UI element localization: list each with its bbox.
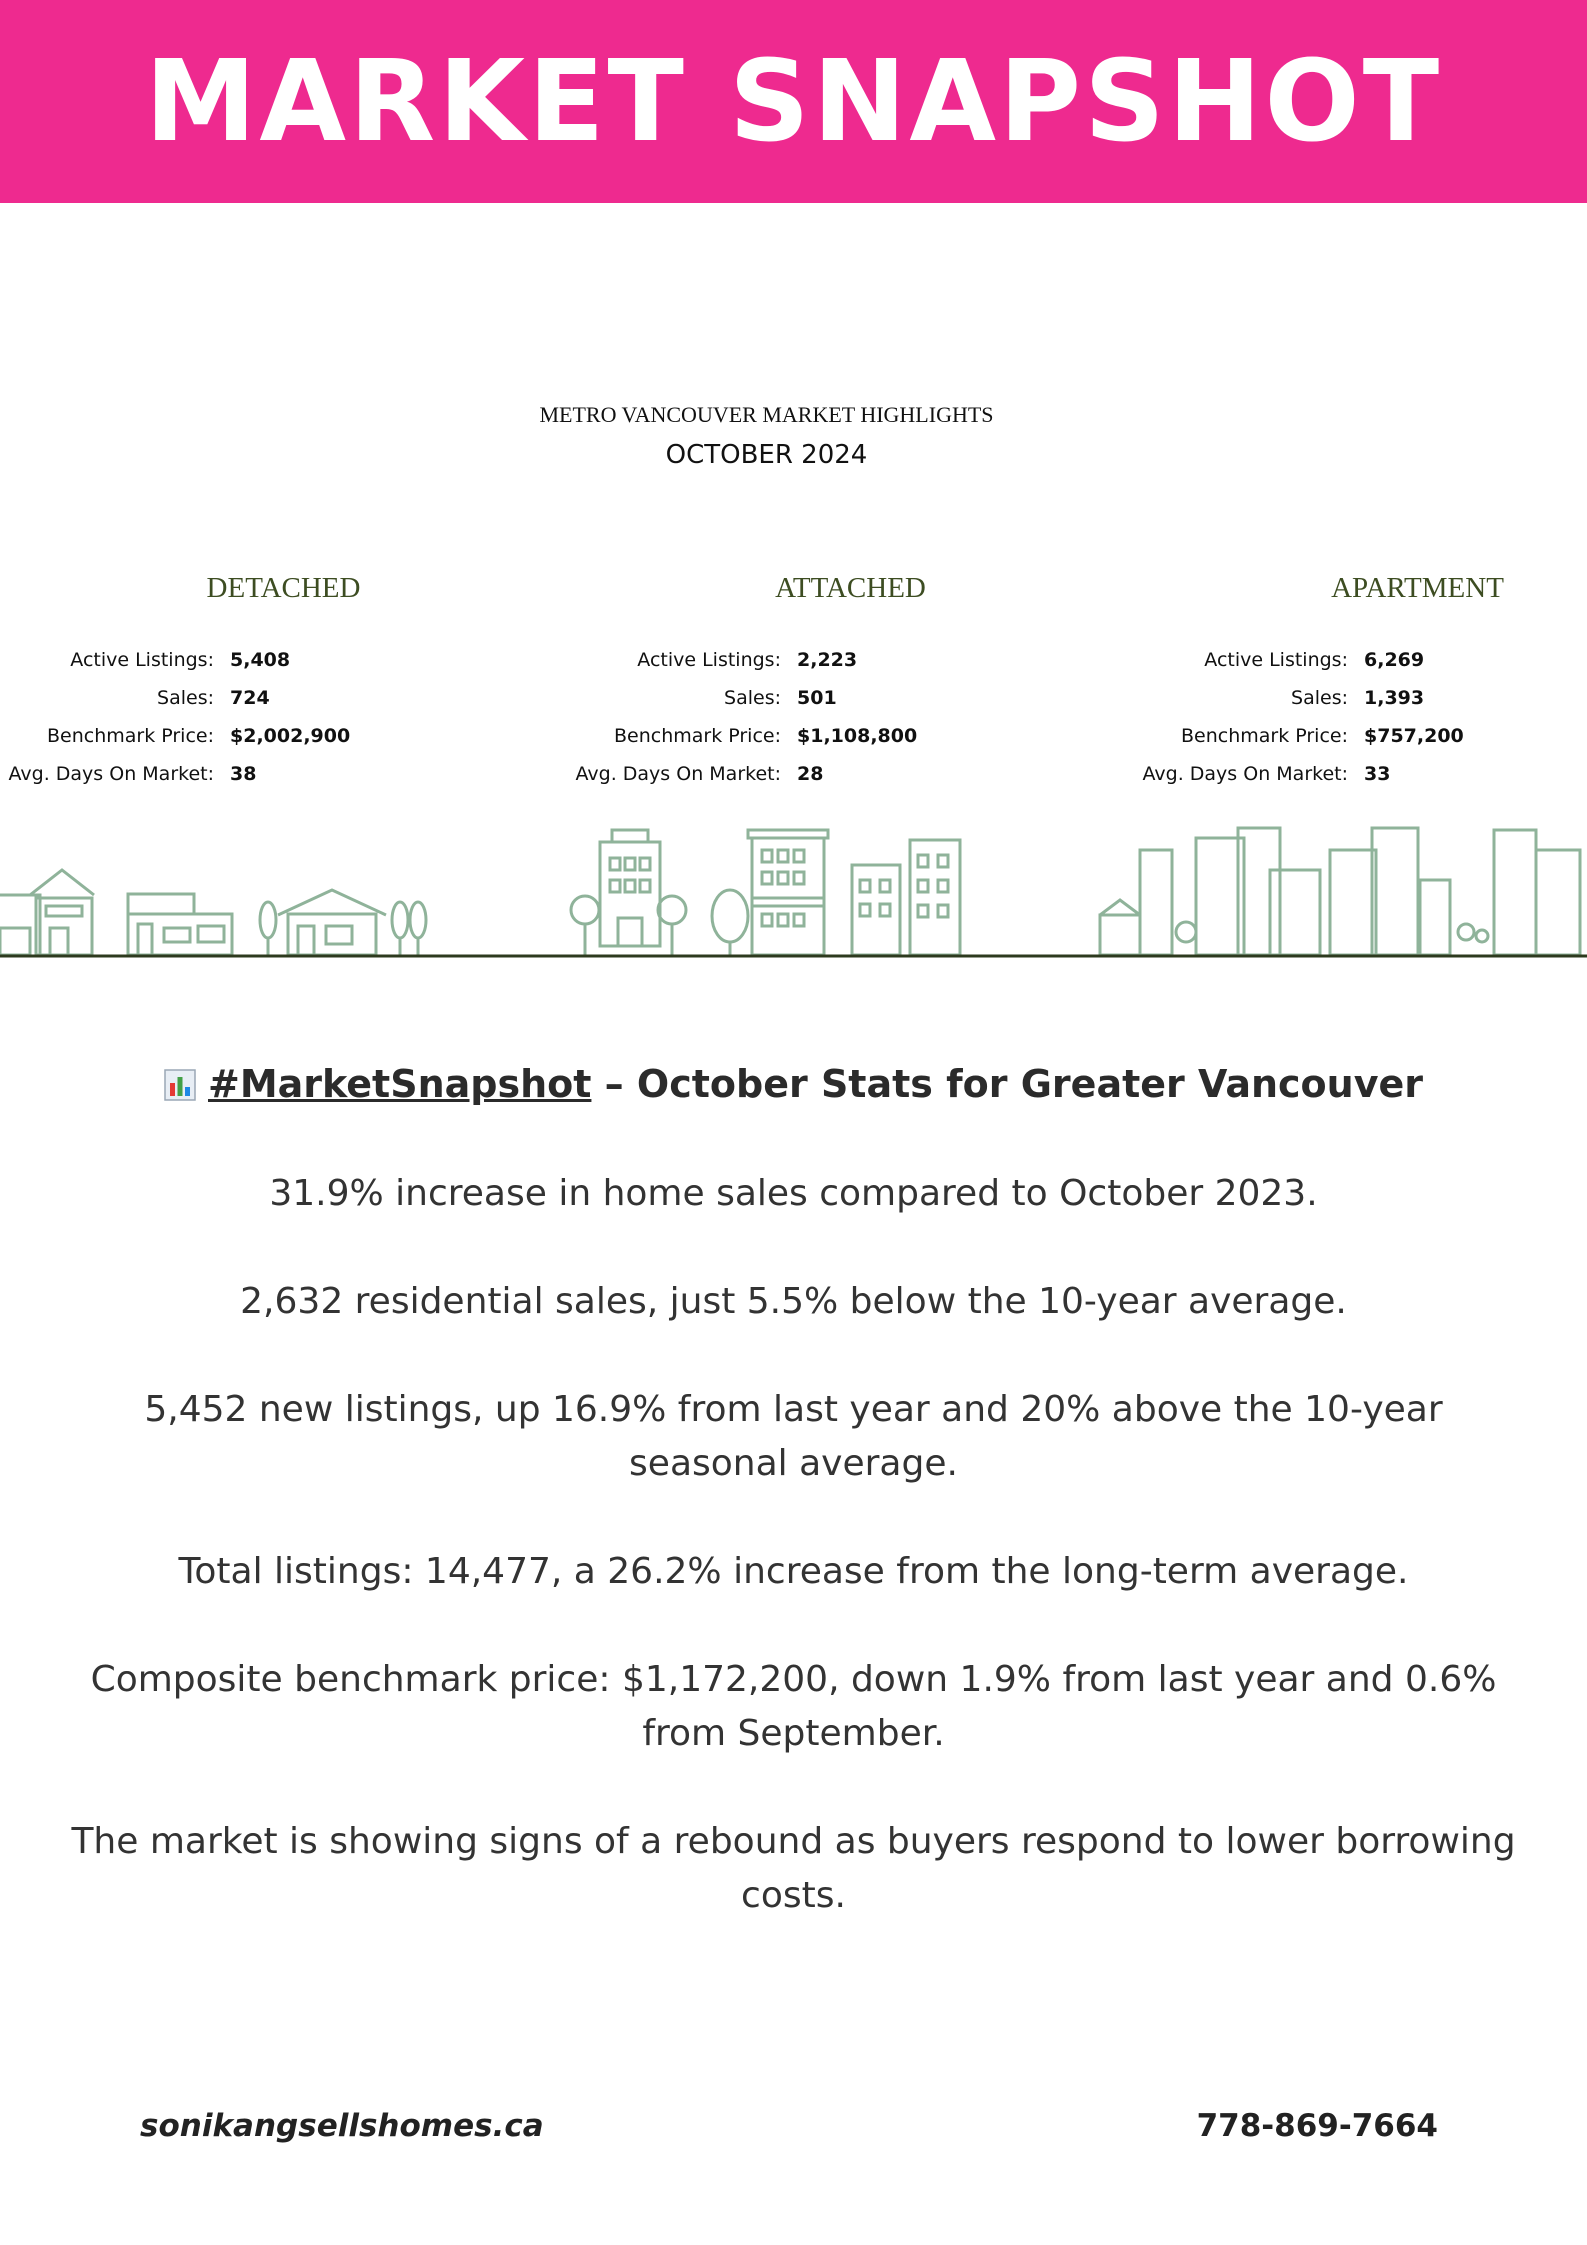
website-link[interactable]: sonikangsellshomes.ca (140, 2108, 544, 2144)
stat-label: Avg. Days On Market: (1142, 763, 1348, 785)
skyline-illustration (0, 820, 1587, 960)
category-title: DETACHED (206, 572, 361, 604)
stat-label: Active Listings: (70, 649, 214, 671)
summary-paragraph: Total listings: 14,477, a 26.2% increase from the long-term average. (178, 1551, 1409, 1592)
stat-label: Benchmark Price: (613, 725, 781, 747)
stat-value: 6,269 (1364, 649, 1425, 671)
house-icon (0, 870, 94, 955)
stat-active-listings (0, 641, 567, 679)
stat-active-listings (1134, 641, 1587, 679)
summary-headline (0, 1062, 1587, 1106)
summary-paragraph: 5,452 new listings, up 16.9% from last year and 20% above the 10-year seasonal average. (144, 1389, 1443, 1484)
summary-paragraph: The market is showing signs of a rebound as buyers respond to lower borrowing costs. (71, 1821, 1516, 1916)
stat-benchmark-price (567, 717, 1134, 755)
stat-days-on-market (567, 755, 1134, 793)
stat-value: 28 (797, 763, 824, 785)
hashtag-link[interactable]: #MarketSnapshot (208, 1062, 592, 1106)
stat-sales (1134, 679, 1587, 717)
summary-paragraph: 2,632 residential sales, just 5.5% below the 10-year average. (240, 1281, 1347, 1322)
category-title: ATTACHED (775, 572, 926, 604)
stat-value: $757,200 (1364, 725, 1464, 747)
stat-sales (567, 679, 1134, 717)
stat-label: Benchmark Price: (1180, 725, 1348, 747)
category-title: APARTMENT (1331, 572, 1504, 604)
page-title: MARKET SNAPSHOT (144, 36, 1443, 167)
townhouse-icon (571, 830, 960, 955)
headline-text: – October Stats for Greater Vancouver (591, 1062, 1423, 1106)
house-icon (128, 894, 232, 955)
stat-label: Benchmark Price: (46, 725, 214, 747)
stat-value: 724 (230, 687, 270, 709)
stat-active-listings (567, 641, 1134, 679)
stat-label: Avg. Days On Market: (575, 763, 781, 785)
phone-number[interactable]: 778-869-7664 (1196, 2108, 1438, 2144)
summary-paragraph: Composite benchmark price: $1,172,200, down 1.9% from last year and 0.6% from September. (90, 1659, 1497, 1754)
stat-label: Active Listings: (637, 649, 781, 671)
stat-value: 33 (1364, 763, 1391, 785)
stat-value: 5,408 (230, 649, 291, 671)
stat-label: Active Listings: (1204, 649, 1348, 671)
highlights-title: METRO VANCOUVER MARKET HIGHLIGHTS (539, 402, 994, 427)
stat-value: $1,108,800 (797, 725, 918, 747)
stat-value: 1,393 (1364, 687, 1425, 709)
stat-label: Sales: (724, 687, 781, 709)
stat-label: Avg. Days On Market: (8, 763, 214, 785)
summary-paragraph: 31.9% increase in home sales compared to October 2023. (269, 1173, 1318, 1214)
highlights-month: OCTOBER 2024 (665, 440, 868, 470)
category-attached (567, 572, 1134, 793)
stat-label: Sales: (1291, 687, 1348, 709)
category-apartment (1134, 572, 1587, 793)
stat-value: 2,223 (797, 649, 858, 671)
bar-chart-icon (164, 1069, 196, 1101)
category-detached (0, 572, 567, 793)
stat-sales (0, 679, 567, 717)
stat-days-on-market (1134, 755, 1587, 793)
stat-value: 501 (797, 687, 837, 709)
stat-benchmark-price (0, 717, 567, 755)
tree-icon (392, 902, 426, 955)
stat-label: Sales: (157, 687, 214, 709)
stat-value: $2,002,900 (230, 725, 351, 747)
stat-days-on-market (0, 755, 567, 793)
house-icon (278, 890, 386, 955)
tree-icon (260, 902, 276, 955)
stat-value: 38 (230, 763, 257, 785)
stat-benchmark-price (1134, 717, 1587, 755)
apartment-icon (1100, 828, 1580, 955)
header-banner (0, 0, 1587, 203)
